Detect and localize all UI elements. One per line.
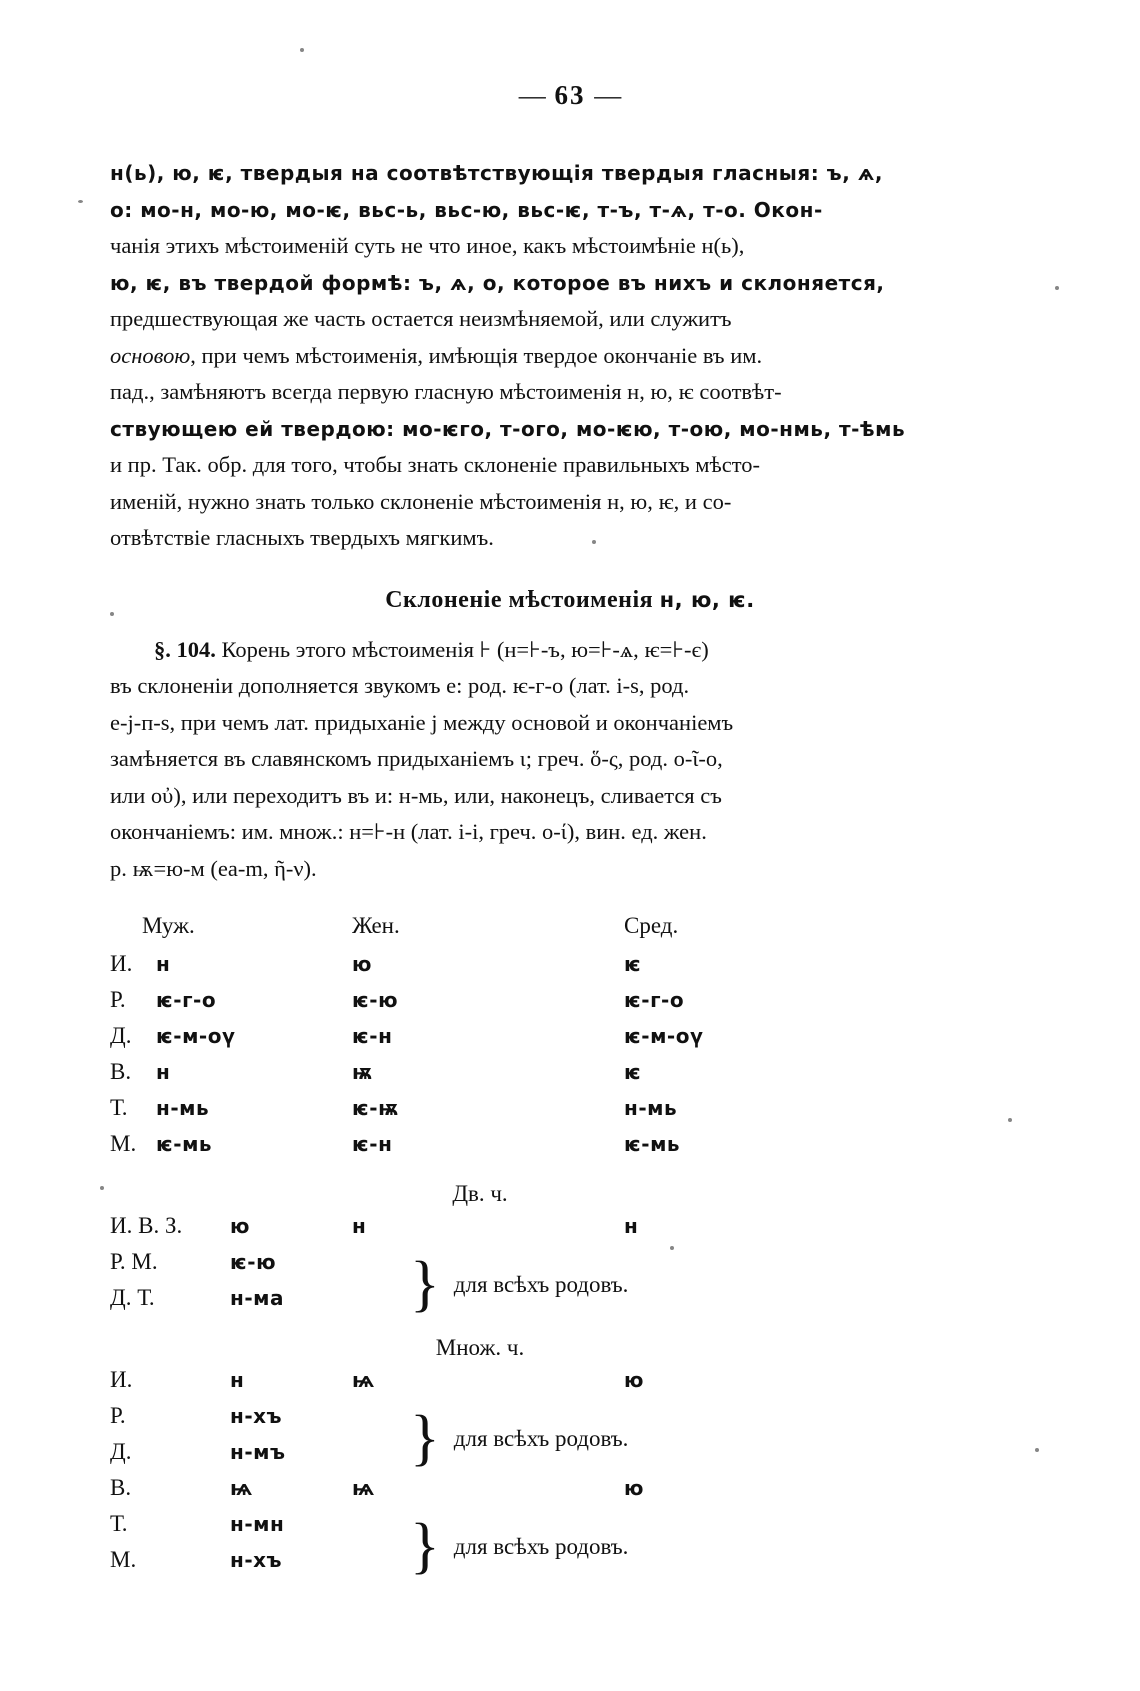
- case-label: Д. Т.: [110, 1285, 155, 1310]
- paragraph-line-2-text: о: мо-н, мо-ю, мо-ѥ, вьс-ь, вьс-ю, вьс-ѥ, т-ъ, т-ѧ, т-о. Окон-: [110, 197, 823, 222]
- case-label: И. В. З.: [110, 1213, 183, 1238]
- section-heading: [110, 587, 1030, 614]
- column-header-neuter: Сред.: [624, 913, 679, 938]
- case-label: М.: [110, 1547, 137, 1572]
- paragraph-line-11: отвѣтствіе гласныхъ твердыхъ мягкимъ.: [110, 525, 494, 550]
- scan-speck: [670, 1246, 674, 1250]
- section-line-1: [110, 632, 1030, 669]
- table-row: [110, 951, 1030, 987]
- section-heading-text: Склоненіе мѣстоименія: [385, 586, 654, 613]
- brace-icon: }: [410, 1250, 440, 1319]
- plural-form-3: ю: [624, 1476, 644, 1500]
- page-number-dash-left: —: [518, 80, 546, 110]
- plural-form-2: ѩ: [352, 1368, 375, 1392]
- form-neuter: ѥ: [624, 952, 642, 976]
- section-line-6: окончаніемъ: им. множ.: н=⊦-н (лат. i-i, греч. ο-ί), вин. ед. жен.: [110, 819, 707, 844]
- form-neuter: ѥ-м-оү: [624, 1024, 704, 1048]
- case-label: Р.: [110, 987, 126, 1012]
- dual-form-1: ю: [230, 1214, 250, 1238]
- plural-block: [110, 1367, 1030, 1583]
- table-row: [110, 1059, 1030, 1095]
- case-label: В.: [110, 1475, 132, 1500]
- dual-brace-group: [410, 1249, 628, 1321]
- paragraph-line-3: чанія этихъ мѣстоименій суть не что иное, какъ мѣстоимѣніе н(ь),: [110, 233, 745, 258]
- case-label: Т.: [110, 1095, 128, 1120]
- dual-form-2: н: [352, 1214, 367, 1238]
- table-row: [110, 1213, 1030, 1249]
- scan-speck: [100, 1186, 104, 1190]
- paragraph-line-4: [110, 265, 1030, 302]
- case-label: М.: [110, 1131, 137, 1156]
- form-masculine: н: [156, 1060, 171, 1084]
- scan-speck: [1008, 1118, 1012, 1122]
- plural-form-1: н-хъ: [230, 1548, 283, 1572]
- plural-title: Множ. ч.: [435, 1335, 525, 1360]
- plural-brace-group-1: [410, 1403, 628, 1475]
- case-label: И.: [110, 951, 133, 976]
- paragraph-line-1: [110, 155, 1030, 192]
- form-feminine: ѥ-ю: [352, 988, 399, 1012]
- main-paragraph: [110, 155, 1030, 557]
- paragraph-line-8-text: ствующею ей твердою: мо-ѥго, т-ого, мо-ѥю, т-ою, мо-нмь, т-ѣмь: [110, 416, 906, 441]
- form-masculine: ѥ-мь: [156, 1132, 213, 1156]
- section-heading-forms: н, ю, ѥ.: [659, 587, 755, 612]
- paragraph-line-7: пад., замѣняютъ всегда первую гласную мѣстоименія н, ю, ѥ соотвѣт-: [110, 379, 782, 404]
- form-neuter: ѥ-мь: [624, 1132, 681, 1156]
- page-number: [110, 80, 1030, 111]
- paradigm-column-headers: [110, 913, 1030, 939]
- scan-speck: [110, 612, 114, 616]
- table-row: [110, 1475, 1030, 1511]
- dual-form-3: н: [624, 1214, 639, 1238]
- paragraph-line-1-text: н(ь), ю, ѥ, твердыя на соотвѣтствующія твердыя гласныя: ъ, ѧ,: [110, 161, 884, 185]
- table-row: [110, 1367, 1030, 1403]
- case-label: Р.: [110, 1403, 126, 1428]
- scan-speck: [78, 200, 83, 203]
- form-neuter: ѥ: [624, 1060, 642, 1084]
- paragraph-line-5: предшествующая же часть остается неизмѣняемой, или служитъ: [110, 306, 732, 331]
- case-label: Т.: [110, 1511, 128, 1536]
- brace-icon: }: [410, 1512, 440, 1581]
- plural-brace-text-2: для всѣхъ родовъ.: [453, 1534, 629, 1559]
- scan-speck: [1035, 1448, 1039, 1452]
- plural-form-1: н-хъ: [230, 1404, 283, 1428]
- singular-block: [110, 951, 1030, 1167]
- plural-brace-text-1: для всѣхъ родовъ.: [453, 1426, 629, 1451]
- column-header-feminine: Жен.: [352, 913, 400, 938]
- plural-form-3: ю: [624, 1368, 644, 1392]
- table-row: [110, 987, 1030, 1023]
- paragraph-line-6-rest: , при чемъ мѣстоименія, имѣющія твердое окончаніе въ им.: [190, 342, 763, 368]
- section-number: §. 104.: [154, 636, 216, 662]
- page-number-value: 63: [554, 80, 586, 110]
- table-row: [110, 1095, 1030, 1131]
- scan-speck: [1055, 286, 1059, 290]
- plural-form-1: н-мъ: [230, 1440, 286, 1464]
- paragraph-line-8: [110, 411, 1030, 448]
- dual-form-1: н-ма: [230, 1286, 284, 1310]
- form-neuter: н-мь: [624, 1096, 678, 1120]
- form-masculine: н: [156, 952, 171, 976]
- form-masculine: н-мь: [156, 1096, 210, 1120]
- dual-brace-text: для всѣхъ родовъ.: [453, 1272, 629, 1297]
- declension-paradigm: [110, 913, 1030, 1583]
- section-line-3: e-j-п-s, при чемъ лат. придыханіе j между основой и окончаніемъ: [110, 709, 734, 735]
- case-label: В.: [110, 1059, 132, 1084]
- form-feminine: ѭ: [352, 1060, 373, 1084]
- plural-form-1: н: [230, 1368, 245, 1392]
- brace-icon: }: [410, 1404, 440, 1473]
- section-line-4: замѣняется въ славянскомъ придыханіемъ ι; греч. ὅ-ς, род. ο-ῖ-ο,: [110, 746, 723, 771]
- section-paragraph: [110, 632, 1030, 888]
- case-label: Д.: [110, 1439, 132, 1464]
- case-label: И.: [110, 1367, 133, 1392]
- form-feminine: ю: [352, 952, 372, 976]
- paragraph-line-6-italic: основою: [110, 342, 191, 368]
- paragraph-line-10: именій, нужно знать только склоненіе мѣстоименія н, ю, ѥ, и со-: [110, 488, 732, 514]
- page-number-dash-right: —: [594, 80, 622, 110]
- plural-form-1: н-мн: [230, 1512, 285, 1536]
- paragraph-line-9: и пр. Так. обр. для того, чтобы знать склоненіе правильныхъ мѣсто-: [110, 452, 760, 477]
- column-header-masculine: Муж.: [142, 913, 195, 938]
- section-line-7: р. ѭ=ю-м (ea-m, ῆ-ν).: [110, 855, 317, 881]
- plural-brace-group-2: [410, 1511, 628, 1583]
- section-line-2: въ склоненіи дополняется звукомъ e: род. ѥ-г-о (лат. i-s, род.: [110, 673, 690, 698]
- table-row: [110, 1023, 1030, 1059]
- case-label: Р. М.: [110, 1249, 158, 1274]
- dual-title: Дв. ч.: [452, 1181, 508, 1206]
- dual-block: [110, 1213, 1030, 1321]
- form-feminine: ѥ-н: [352, 1024, 393, 1048]
- dual-form-1: ѥ-ю: [230, 1250, 277, 1274]
- scan-speck: [592, 540, 596, 544]
- paragraph-line-4-text: ю, ѥ, въ твердой формѣ: ъ, ѧ, о, которое въ нихъ и склоняется,: [110, 270, 885, 295]
- paragraph-line-2: [110, 192, 1030, 229]
- section-line-5: или οὐ), или переходитъ въ и: н-мь, или, наконецъ, сливается съ: [110, 782, 722, 808]
- form-feminine: ѥ-н: [352, 1132, 393, 1156]
- case-label: Д.: [110, 1023, 132, 1048]
- paragraph-line-6: [110, 338, 1030, 375]
- plural-form-1: ѩ: [230, 1476, 253, 1500]
- form-masculine: ѥ-м-оү: [156, 1024, 236, 1048]
- form-masculine: ѥ-г-о: [156, 988, 217, 1012]
- plural-form-2: ѩ: [352, 1476, 375, 1500]
- scan-speck: [300, 48, 304, 52]
- table-row: [110, 1131, 1030, 1167]
- form-feminine: ѥ-ѭ: [352, 1096, 399, 1120]
- section-line-1-text: Корень этого мѣстоименія ⊦ (н=⊦-ъ, ю=⊦-ѧ, ѥ=⊦-є): [221, 636, 709, 662]
- form-neuter: ѥ-г-о: [624, 988, 685, 1012]
